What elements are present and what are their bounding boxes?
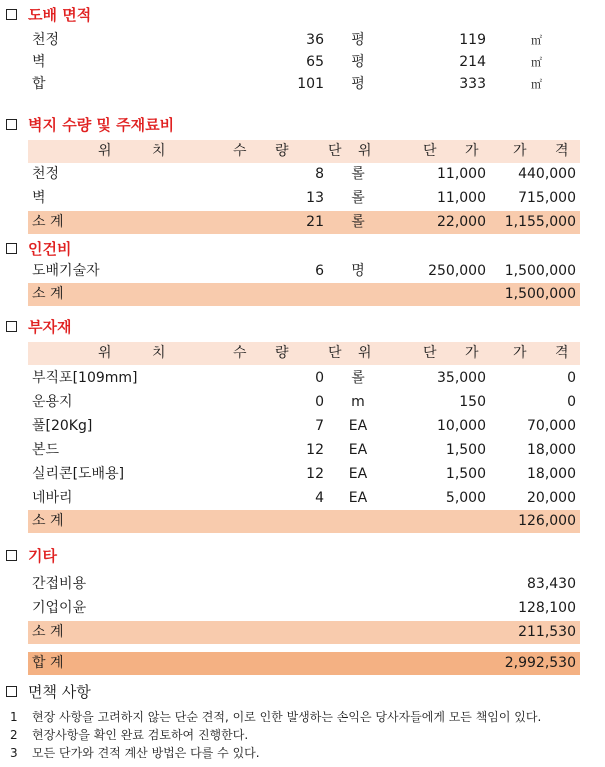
checkbox-square-icon [6, 119, 17, 130]
cell-name: 기업이윤 [32, 600, 87, 616]
note-number: 3 [10, 746, 18, 760]
cell-price: 11,000 [437, 166, 486, 182]
cell-unit: m [351, 394, 365, 410]
note-text: 현장사항을 확인 완료 검토하여 진행한다. [32, 728, 249, 742]
section-title: 부자재 [28, 317, 72, 336]
cell-qty: 12 [306, 466, 324, 482]
area-unit: 평 [351, 54, 365, 70]
cell-name: 천정 [32, 166, 60, 182]
header-quantity: 수 량 [233, 345, 301, 361]
header-cost: 가 격 [513, 345, 581, 361]
subtotal-label: 소 계 [32, 624, 64, 640]
subtotal-cost: 126,000 [518, 513, 576, 529]
table-row [28, 391, 580, 414]
subtotal-row [28, 283, 580, 306]
grand-total-row [28, 652, 580, 675]
area-unit: 평 [351, 76, 365, 92]
table-header [28, 140, 580, 163]
note-text: 현장 사항을 고려하지 않는 단순 견적, 이로 인한 발생하는 손익은 당사자들에게 모든 책임이 있다. [32, 710, 542, 724]
note-text: 모든 단가와 견적 계산 방법은 다를 수 있다. [32, 746, 260, 760]
subtotal-cost: 1,500,000 [504, 286, 576, 302]
grand-total-label: 합 계 [32, 655, 64, 671]
cell-cost: 20,000 [527, 490, 576, 506]
subtotal-label: 소 계 [32, 513, 64, 529]
cell-qty: 6 [315, 263, 324, 279]
subtotal-qty: 21 [306, 214, 324, 230]
table-row [28, 573, 580, 596]
section-title: 인건비 [28, 239, 72, 258]
area-amount: 119 [459, 32, 486, 48]
disclaimer-note [10, 709, 541, 725]
area-row [28, 73, 580, 96]
section-area-header [6, 3, 91, 25]
subtotal-cost: 211,530 [518, 624, 576, 640]
table-row [28, 367, 580, 390]
area-qty: 65 [306, 54, 324, 70]
cell-name: 풀[20Kg] [32, 418, 93, 434]
cell-unit: EA [348, 442, 368, 458]
subtotal-row [28, 510, 580, 533]
cell-price: 150 [459, 394, 486, 410]
section-disclaimer-header [6, 680, 91, 702]
section-labor-header [6, 237, 71, 259]
header-cost: 가 격 [513, 143, 581, 159]
area-m2: ㎡ [531, 78, 542, 91]
cell-qty: 0 [315, 394, 324, 410]
cell-unit: EA [348, 490, 368, 506]
area-name: 벽 [32, 54, 46, 70]
checkbox-square-icon [6, 321, 17, 332]
section-materials-header [6, 315, 71, 337]
cell-cost: 128,100 [518, 600, 576, 616]
table-row [28, 439, 580, 462]
note-number: 1 [10, 710, 18, 724]
checkbox-square-icon [6, 243, 17, 254]
table-row [28, 260, 580, 283]
cell-price: 1,500 [445, 466, 486, 482]
area-amount: 333 [459, 76, 486, 92]
header-position: 위 치 [98, 143, 184, 159]
subtotal-price: 22,000 [437, 214, 486, 230]
cell-qty: 0 [315, 370, 324, 386]
header-price: 단 가 [423, 143, 491, 159]
cell-qty: 7 [315, 418, 324, 434]
section-title: 도배 면적 [28, 5, 92, 24]
cell-unit: 롤 [351, 370, 365, 386]
subtotal-cost: 1,155,000 [504, 214, 576, 230]
subtotal-unit: 롤 [351, 214, 365, 230]
section-wallpaper-header [6, 113, 174, 135]
cell-cost: 1,500,000 [504, 263, 576, 279]
checkbox-square-icon [6, 686, 17, 697]
table-row [28, 463, 580, 486]
cell-price: 1,500 [445, 442, 486, 458]
cell-cost: 18,000 [527, 442, 576, 458]
note-number: 2 [10, 728, 18, 742]
section-other-header [6, 544, 57, 566]
cell-unit: 롤 [351, 166, 365, 182]
header-quantity: 수 량 [233, 143, 301, 159]
table-row [28, 415, 580, 438]
table-header [28, 342, 580, 365]
cell-unit: EA [348, 466, 368, 482]
cell-cost: 83,430 [527, 576, 576, 592]
cell-unit: EA [348, 418, 368, 434]
subtotal-row [28, 211, 580, 234]
cell-price: 35,000 [437, 370, 486, 386]
cell-unit: 롤 [351, 190, 365, 206]
cell-price: 5,000 [445, 490, 486, 506]
cell-price: 250,000 [428, 263, 486, 279]
checkbox-square-icon [6, 550, 17, 561]
subtotal-label: 소 계 [32, 214, 64, 230]
grand-total-cost: 2,992,530 [504, 655, 576, 671]
header-unit: 단 위 [328, 143, 378, 159]
cell-qty: 4 [315, 490, 324, 506]
section-title: 기타 [28, 546, 57, 565]
area-name: 합 [32, 76, 46, 92]
section-title: 면책 사항 [28, 682, 91, 701]
table-row [28, 187, 580, 210]
cell-qty: 8 [315, 166, 324, 182]
cell-price: 11,000 [437, 190, 486, 206]
area-amount: 214 [459, 54, 486, 70]
area-unit: 평 [351, 32, 365, 48]
checkbox-square-icon [6, 9, 17, 20]
area-m2: ㎡ [531, 56, 542, 69]
header-price: 단 가 [423, 345, 491, 361]
disclaimer-note [10, 745, 260, 761]
area-m2: ㎡ [531, 34, 542, 47]
subtotal-row [28, 621, 580, 644]
cell-unit: 명 [351, 263, 365, 279]
cell-cost: 440,000 [518, 166, 576, 182]
cell-cost: 0 [567, 370, 576, 386]
cell-name: 도배기술자 [32, 263, 100, 279]
area-row [28, 29, 580, 52]
table-row [28, 163, 580, 186]
cell-cost: 0 [567, 394, 576, 410]
subtotal-label: 소 계 [32, 286, 64, 302]
cell-cost: 715,000 [518, 190, 576, 206]
cell-price: 10,000 [437, 418, 486, 434]
area-row [28, 51, 580, 74]
area-qty: 101 [297, 76, 324, 92]
cell-name: 본드 [32, 442, 60, 458]
disclaimer-note [10, 727, 248, 743]
area-qty: 36 [306, 32, 324, 48]
cell-cost: 18,000 [527, 466, 576, 482]
cell-name: 벽 [32, 190, 46, 206]
cell-qty: 12 [306, 442, 324, 458]
cell-name: 운용지 [32, 394, 73, 410]
section-title: 벽지 수량 및 주재료비 [28, 115, 175, 134]
cell-name: 간접비용 [32, 576, 87, 592]
cell-qty: 13 [306, 190, 324, 206]
table-row [28, 597, 580, 620]
cell-name: 네바리 [32, 490, 73, 506]
table-row [28, 487, 580, 510]
area-name: 천정 [32, 32, 60, 48]
cell-name: 실리콘[도배용] [32, 466, 125, 482]
header-position: 위 치 [98, 345, 184, 361]
cell-cost: 70,000 [527, 418, 576, 434]
header-unit: 단 위 [328, 345, 378, 361]
cell-name: 부직포[109mm] [32, 370, 138, 386]
